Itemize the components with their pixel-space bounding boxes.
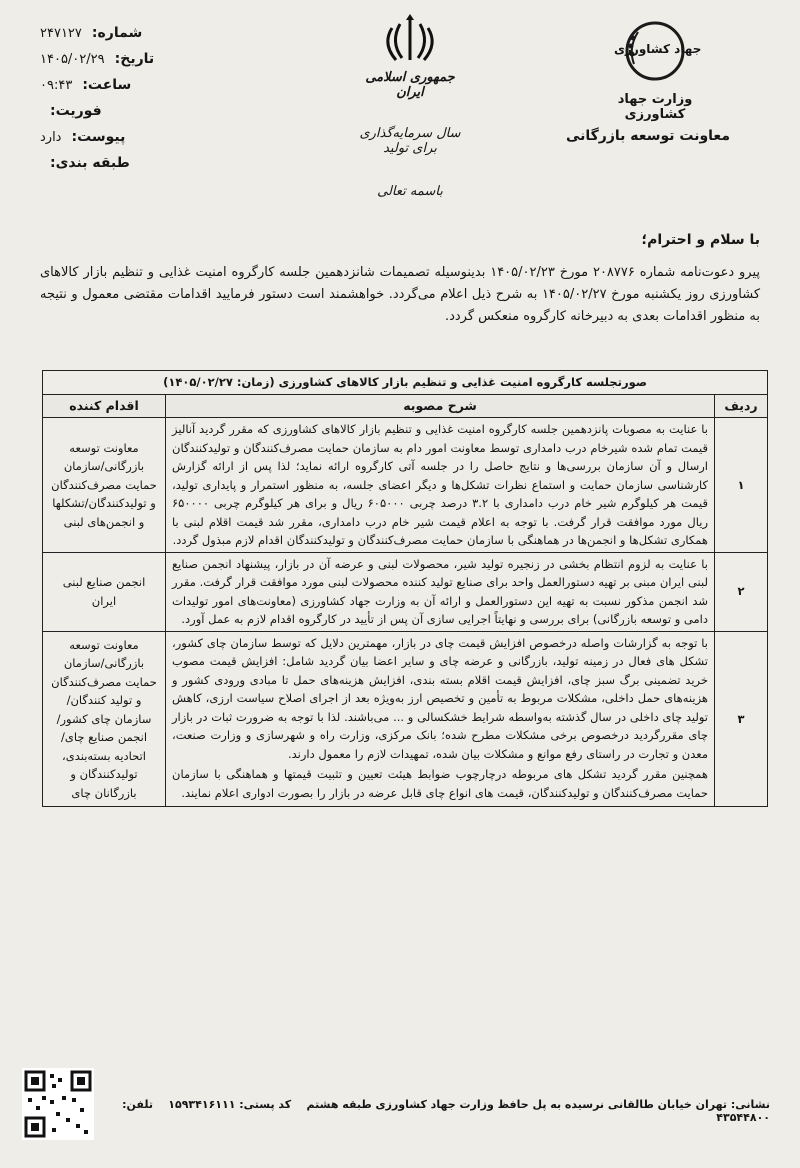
- col-header-actor: اقدام کننده: [43, 394, 166, 418]
- row-description-block: [166, 631, 715, 807]
- row-number: ۳: [715, 631, 768, 807]
- row-actor: معاونت توسعه بازرگانی/سازمان حمایت مصرف‌کنندگان و تولید کنندگان/ سازمان چای کشور/ انجمن صنایع چای/اتحادیه بسته‌بندی، تولیدکنندگان و بازرگانان چای: [43, 631, 166, 807]
- footer-postal-code: کد پستی: ۱۵۹۳۴۱۶۱۱۱: [168, 1098, 292, 1111]
- attachment-value: دارد: [40, 129, 62, 145]
- row-description-extra: همچنین مقرر گردید تشکل های مربوطه درچارچوب ضوابط هیئت تعیین و تثبیت قیمتها و هماهنگی با سازمان حمایت مصرف‌کنندگان و تولیدکنندگان، قیمت های انواع چای قابل عرضه در بازار را بصورت ادواری اعلام نمایند.: [172, 767, 708, 800]
- table-caption: صورتجلسه کارگروه امنیت غذایی و تنظیم بازار کالاهای کشاورزی (زمان: ۱۴۰۵/۰۲/۲۷): [43, 371, 768, 395]
- basmala: باسمه تعالی: [377, 184, 443, 199]
- attachment-label: پیوست:: [71, 129, 126, 145]
- classification-label: طبقه بندی:: [50, 155, 130, 171]
- time-value: ۰۹:۴۳: [40, 77, 73, 93]
- intro-paragraph: پیرو دعوت‌نامه شماره ۲۰۸۷۷۶ مورخ ۱۴۰۵/۰۲/۲۳ بدینوسیله تصمیمات شانزدهمین جلسه کارگروه امنیت غذایی و تنظیم بازار کالاهای کشاورزی روز یکشنبه مورخ ۱۴۰۵/۰۲/۲۷ به شرح ذیل اعلام می‌گردد. خواهشمند است دستور فرمایید اقدامات مقتضی معمول و نتیجه به منظور اقدامات بعدی به دبیرخانه کارگروه منعکس گردد.: [40, 265, 761, 324]
- col-header-desc: شرح مصوبه: [166, 394, 715, 418]
- footer-phone: تلفن: ۴۳۵۴۴۸۰۰: [122, 1098, 770, 1124]
- row-description: با عنایت به مصوبات پانزدهمین جلسه کارگروه امنیت غذایی و تنظیم بازار کالاهای کشاورزی که مقرر گردید آنالیز قیمت تمام شده شیرخام درب دامداری توسط معاونت امور دام به سازمان حمایت مصرف‌کنندگان و تولیدکنندگان ارسال و آن سازمان بررسی‌ها و نتایج حاصل را در جلسه آتی کارگروه ارائه نماید؛ لذا پس از ارائه گزارش کارشناسی سازمان حمایت و استماع نظرات تشکل‌ها و دیگر اعضای جلسه، به منظور استمرار و پایداری تولید، قیمت هر کیلوگرم شیر خام درب دامداری با ۳.۲ درصد چربی ۶۰۵۰۰۰ ریال و برای هر کیلوگرم چربی ۶۵۰۰۰۰ ریال مورد موافقت قرار گرفت. با توجه به اعلام قیمت شیر خام درب دامداری، مقرر شد قیمت اقلام لبنی با همکاری تشکل‌ها و انجمن‌ها در هماهنگی با سازمان حمایت مصرف‌کنندگان و تولیدکنندگان اقدام لازم مبذول گردد.: [166, 418, 715, 553]
- number-label: شماره:: [91, 25, 143, 41]
- row-actor: انجمن صنایع لبنی ایران: [43, 552, 166, 631]
- ministry-logo: [590, 18, 720, 122]
- row-actor: معاونت توسعه بازرگانی/سازمان حمایت مصرف‌کنندگان و تولیدکنندگان/تشکلها و انجمن‌های لبنی: [43, 418, 166, 553]
- iran-emblem-icon: [380, 14, 440, 66]
- row-description: با عنایت به لزوم انتظام بخشی در زنجیره تولید شیر، محصولات لبنی و عرضه آن در بازار، پیشنهاد انجمن صنایع لبنی ایران مبنی بر تهیه دستورالعمل واحد برای صنایع تولید کننده محصولات لبنی مورد موافقت قرار گرفت. مقرر شد انجمن مذکور نسبت به تهیه این دستورالعمل و ارائه آن به وزارت جهاد کشاورزی (معاونت‌های امور تولیدات دامی و توسعه بازرگانی) برای بررسی و نهایتاً اجرایی سازی آن پس از تأیید در کارگروه اقدام لازم به عمل آورد.: [166, 552, 715, 631]
- row-number: ۲: [715, 552, 768, 631]
- year-motto: سال سرمایه‌گذاری برای تولید: [359, 126, 461, 156]
- table-row: [43, 631, 768, 807]
- letter-footer: [110, 1098, 770, 1124]
- urgency-label: فوریت:: [50, 103, 102, 119]
- table-row: [43, 552, 768, 631]
- footer-address: نشانی: تهران خیابان طالقانی نرسیده به پل حافظ وزارت جهاد کشاورزی طبقه هشتم: [306, 1098, 770, 1111]
- table-row: [43, 418, 768, 553]
- qr-code-icon: [22, 1068, 94, 1140]
- national-emblem: [350, 14, 470, 199]
- ministry-name: وزارت جهاد کشاورزی: [617, 92, 693, 122]
- logo-text: جهاد کشاورزی: [614, 42, 702, 56]
- row-description: با توجه به گزارشات واصله درخصوص افزایش قیمت چای در بازار، مهمترین دلایل که توسط سازمان چای کشور، تشکل های فعال در زمینه تولید، بازرگانی و عرضه چای و سایر اعضا بیان گردید شامل: افزایش قیمت مصوب خرید تضمینی برگ سبز چای، افزایش قیمت اقلام بسته بندی، افزایش هزینه‌های حمل تا مبادی ورودی کشور و هزینه‌های حمل داخلی، مشکلات مربوط به تأمین و تخصیص ارز به‌ویژه بعد از اجرای اصلاح سیاست ارزی، کاهش تولید چای داخلی در سال گذشته به‌واسطه شرایط خشکسالی و ... می‌باشند. لذا با توجه به ضرورت ثبات در بازار چای مقررگردید درخصوص برخی مشکلات مطرح شده؛ بانک مرکزی، وزارت راه و شهرسازی و وزارت صنعت، معدن و تجارت در راستای رفع موانع و مشکلات بیان شده، تمهیدات لازم را معمول دارند.: [172, 635, 708, 761]
- col-header-row: ردیف: [715, 394, 768, 418]
- deputy-title: معاونت توسعه بازرگانی: [565, 128, 730, 144]
- greeting: با سلام و احترام؛: [641, 232, 760, 248]
- number-value: ۲۴۷۱۲۷: [40, 25, 82, 41]
- time-label: ساعت:: [82, 77, 132, 93]
- date-value: ۱۴۰۵/۰۲/۲۹: [40, 51, 105, 67]
- letter-meta: [40, 20, 260, 176]
- republic-title: جمهوری اسلامی ایران: [365, 70, 455, 100]
- minutes-table: [42, 370, 768, 807]
- date-label: تاریخ:: [114, 51, 155, 67]
- row-number: ۱: [715, 418, 768, 553]
